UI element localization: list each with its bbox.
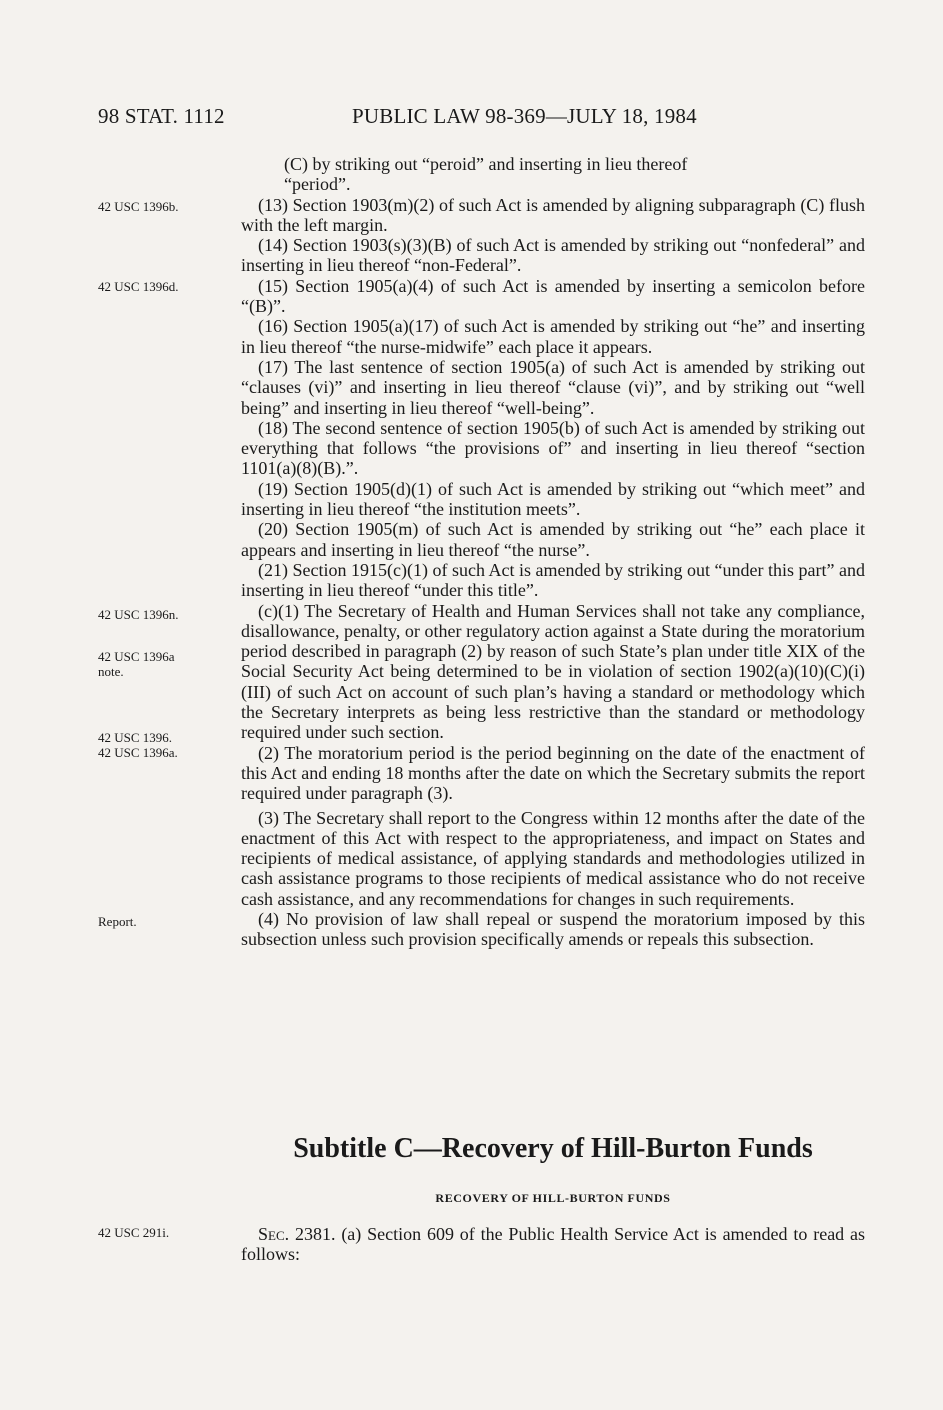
paragraph-c3: (3) The Secretary shall report to the Congress within 12 months after the date of the enactment of this Act with respect to the appropriateness, and impact on States and recipients of medical assistance, of applying standards and methodologies utilized in cash assistance programs to those recipients of medical assistance who do not receive cash assistance, and any recommendations for changes in such requirements. bbox=[241, 807, 865, 909]
margin-note: 42 USC 1396a bbox=[98, 649, 175, 664]
margin-note: 42 USC 1396n. bbox=[98, 607, 179, 622]
margin-note: 42 USC 1396. bbox=[98, 730, 173, 745]
main-text bbox=[241, 154, 865, 950]
paragraph-17: (17) The last sentence of section 1905(a) of such Act is amended by striking out “clauses (vi)” and inserting in lieu thereof “clause (vi)”, and by striking out “well being” and inserting in lieu thereof “well-being”. bbox=[241, 356, 865, 418]
paragraph-18: (18) The second sentence of section 1905(b) of such Act is amended by striking out everything that follows “the provisions of” and inserting in lieu thereof “section 1101(a)(8)(B).”. bbox=[241, 417, 865, 479]
paragraph-19: (19) Section 1905(d)(1) of such Act is amended by striking out “which meet” and inserting in lieu thereof “the institution meets”. bbox=[241, 478, 865, 520]
paragraph-c-strike-cont: “period”. bbox=[284, 174, 351, 195]
paragraph-14: (14) Section 1903(s)(3)(B) of such Act is amended by striking out “nonfederal” and inserting in lieu thereof “non-Federal”. bbox=[241, 235, 865, 276]
section-heading: RECOVERY OF HILL-BURTON FUNDS bbox=[435, 1191, 671, 1205]
margin-note: 42 USC 1396a. bbox=[98, 745, 178, 760]
margin-note: Report. bbox=[98, 914, 137, 929]
paragraph-16: (16) Section 1905(a)(17) of such Act is amended by striking out “he” and inserting in lieu thereof “the nurse-midwife” each place it appears. bbox=[241, 316, 865, 357]
paragraph-13: (13) Section 1903(m)(2) of such Act is amended by aligning subparagraph (C) flush with the left margin. bbox=[241, 194, 865, 235]
paragraph-21: (21) Section 1915(c)(1) of such Act is amended by striking out “under this part” and inserting in lieu thereof “under this title”. bbox=[241, 559, 865, 601]
section-text: (a) Section 609 of the Public Health Service Act is amended to read as follows: bbox=[241, 1224, 866, 1265]
margin-note: 42 USC 291i. bbox=[98, 1225, 170, 1240]
paragraph-c4: (4) No provision of law shall repeal or suspend the moratorium imposed by this subsection unless such provision specifically amends or repeals this subsection. bbox=[241, 908, 865, 950]
margin-note: 42 USC 1396b. bbox=[98, 199, 179, 214]
margin-note: note. bbox=[98, 664, 124, 679]
paragraph-c2: (2) The moratorium period is the period beginning on the date of the enactment of this Act and ending 18 months after the date on which the Secretary submits the report required under paragraph (3). bbox=[241, 742, 865, 804]
margin-note: 42 USC 1396d. bbox=[98, 279, 179, 294]
law-title: PUBLIC LAW 98-369—JULY 18, 1984 bbox=[352, 104, 697, 128]
paragraph-c-strike: (C) by striking out “peroid” and inserting in lieu thereof bbox=[284, 154, 688, 174]
section-label: Sec. 2381. bbox=[258, 1224, 336, 1244]
stat-reference: 98 STAT. 1112 bbox=[98, 104, 225, 128]
paragraph-c1: (c)(1) The Secretary of Health and Human Services shall not take any compliance, disallowance, penalty, or other regulatory action against a State during the moratorium period described in paragraph (2) by reason of such State’s plan under title XIX of the Social Security Act being determined to be in violation of section 1902(a)(10)(C)(i)(III) of such Act on account of such plan’s having a standard or methodology which the Secretary interprets as being less restrictive than the standard or methodology required under such section. bbox=[241, 600, 865, 743]
paragraph-20: (20) Section 1905(m) of such Act is amended by striking out “he” each place it appears and inserting in lieu thereof “the nurse”. bbox=[241, 519, 865, 560]
paragraph-15: (15) Section 1905(a)(4) of such Act is amended by inserting a semicolon before “(B)”. bbox=[241, 275, 865, 317]
subtitle-heading: Subtitle C—Recovery of Hill-Burton Funds bbox=[293, 1133, 813, 1164]
section-2381 bbox=[241, 1224, 865, 1265]
